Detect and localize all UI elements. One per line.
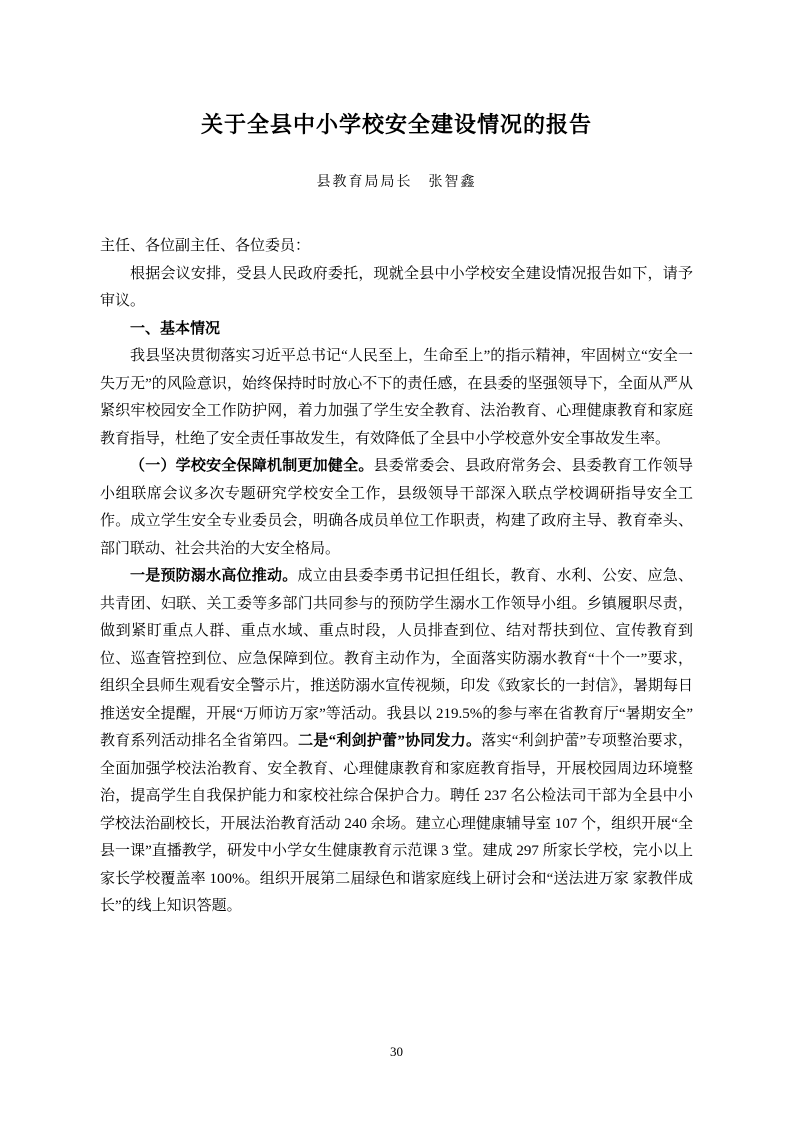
page-number: 30 xyxy=(390,1044,403,1059)
paragraph-mechanism-lead: （一）学校安全保障机制更加健全。 xyxy=(130,458,374,474)
paragraph-measures-lead-drowning: 一是预防溺水高位推动。 xyxy=(130,568,298,584)
paragraph-intro: 根据会议安排，受县人民政府委托，现就全县中小学校安全建设情况报告如下，请予审议。 xyxy=(100,265,693,309)
paragraph-measures xyxy=(100,563,693,921)
byline: 县教育局局长 张智鑫 xyxy=(316,175,477,190)
section-heading-basic-situation xyxy=(100,316,693,344)
document-body xyxy=(100,233,693,921)
paragraph-measures-lead-lijian: 二是“利剑护蕾”协同发力。 xyxy=(298,733,482,749)
paragraph-mechanism xyxy=(100,453,693,563)
paragraph-measures-text-drowning: 成立由县委李勇书记担任组长，教育、水利、公安、应急、共青团、妇联、关工委等多部门共同参与的预防学生溺水工作领导小组。乡镇履职尽责，做到紧盯重点人群、重点水域、重点时段，人员排查到位、结对帮扶到位、宣传教育到位、巡查管控到位、应急保障到位。教育主动作为，全面落实防溺水教育“十个一”要求，组织全县师生观看安全警示片，推送防溺水宣传视频，印发《致家长的一封信》，暑期每日推送安全提醒，开展“万师访万家”等活动。我县以 219.5%的参与率在省教育厅“暑期安全”教育系列活动排名全省第四。 xyxy=(100,568,693,749)
paragraph-overview: 我县坚决贯彻落实习近平总书记“人民至上，生命至上”的指示精神，牢固树立“安全一失万无”的风险意识，始终保持时时放心不下的责任感，在县委的坚强领导下，全面从严从紧织牢校园安全工作防护网，着力加强了学生安全教育、法治教育、心理健康教育和家庭教育指导，杜绝了安全责任事故发生，有效降低了全县中小学校意外安全事故发生率。 xyxy=(100,348,693,447)
greeting-line: 主任、各位副主任、各位委员： xyxy=(100,238,311,254)
paragraph-mechanism-text: 县委常委会、县政府常务会、县委教育工作领导小组联席会议多次专题研究学校安全工作，县级领导干部深入联点学校调研指导安全工作。成立学生安全专业委员会，明确各成员单位工作职责，构建了政府主导、教育牵头、部门联动、社会共治的大安全格局。 xyxy=(100,458,693,557)
page-title: 关于全县中小学校安全建设情况的报告 xyxy=(200,112,592,137)
paragraph-measures-text-lijian: 落实“利剑护蕾”专项整治要求，全面加强学校法治教育、安全教育、心理健康教育和家庭教育指导，开展校园周边环境整治，提高学生自我保护能力和家校社综合保护合力。聘任 237 名公检法司干部为全县中小学校法治副校长，开展法治教育活动 240 余场。建立心理健康辅导室 107 个，组织开展“全县一课”直播教学，研发中小学女生健康教育示范课 3 堂。建成 297 所家长学校，完小以上家长学校覆盖率 100%。组织开展第二届绿色和谐家庭线上研讨会和“送法进万家 家教伴成长”的线上知识答题。 xyxy=(100,733,693,914)
document-content xyxy=(100,110,693,921)
section-heading-text: 一、基本情况 xyxy=(130,320,221,337)
